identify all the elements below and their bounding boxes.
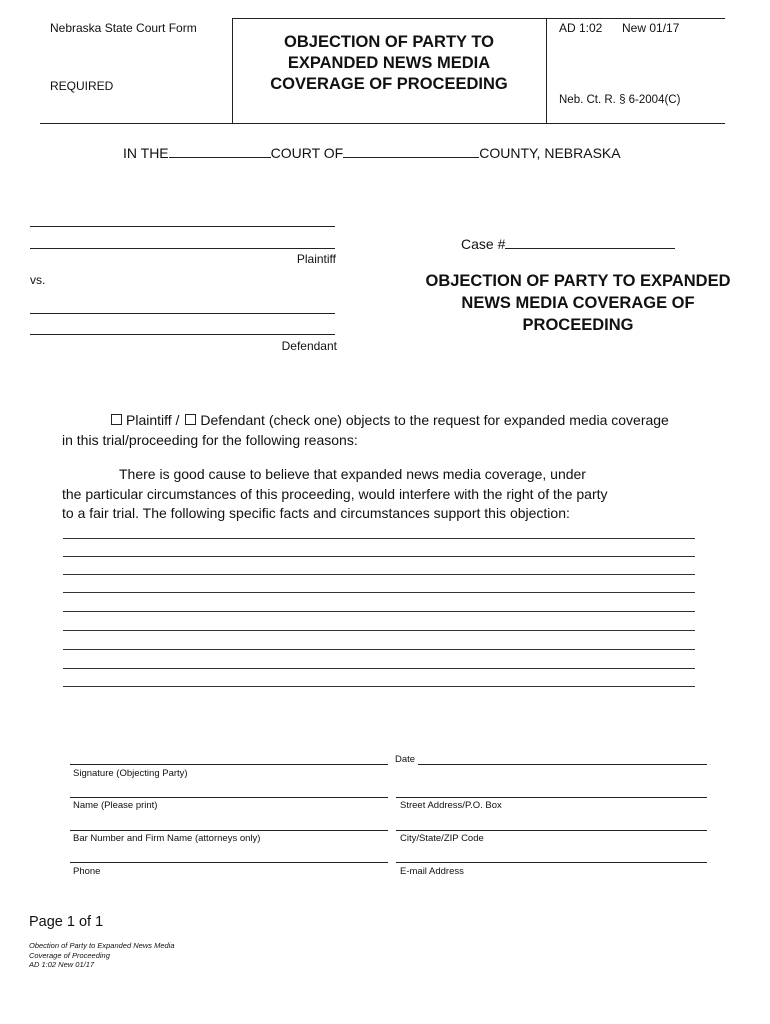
email-label: E-mail Address [400, 866, 464, 877]
reason-line[interactable] [63, 611, 695, 612]
form-number: AD 1:02 [559, 21, 603, 35]
defendant-name-line-1[interactable] [30, 313, 335, 314]
case-number-label: Case # [461, 236, 506, 252]
header-title-line: OBJECTION OF PARTY TO [284, 33, 494, 51]
reason-line[interactable] [63, 556, 695, 557]
plaintiff-name-line-1[interactable] [30, 226, 335, 227]
defendant-checkbox[interactable] [185, 414, 196, 425]
bar-number-label: Bar Number and Firm Name (attorneys only) [73, 833, 261, 844]
case-number-row [461, 234, 675, 252]
phone-line[interactable] [70, 862, 388, 863]
form-label: Nebraska State Court Form [50, 21, 197, 35]
county-field[interactable] [343, 143, 479, 158]
court-type-field[interactable] [169, 143, 271, 158]
phone-label: Phone [73, 866, 101, 877]
reason-line[interactable] [63, 686, 695, 687]
plaintiff-label: Plaintiff [296, 252, 336, 266]
plaintiff-checkbox[interactable] [111, 414, 122, 425]
plaintiff-option-label: Plaintiff / [126, 412, 180, 428]
date-label: Date [395, 754, 416, 765]
party-choice-row [111, 412, 669, 428]
in-the-label: IN THE [123, 145, 169, 161]
reason-line[interactable] [63, 649, 695, 650]
caption-title-line: NEWS MEDIA COVERAGE OF [461, 294, 695, 312]
header-title [236, 32, 542, 95]
good-cause-line-2: the particular circumstances of this proceeding, would interfere with the right of the party [62, 486, 608, 502]
reason-line[interactable] [63, 630, 695, 631]
court-rule: Neb. Ct. R. § 6-2004(C) [559, 94, 681, 106]
caption-title [405, 270, 751, 336]
good-cause-line-3: to a fair trial. The following specific facts and circumstances support this objection: [62, 505, 570, 521]
caption-title-line: PROCEEDING [522, 316, 634, 334]
header-title-line: COVERAGE OF PROCEEDING [270, 75, 508, 93]
name-label: Name (Please print) [73, 800, 158, 811]
defendant-name-line-2[interactable] [30, 334, 335, 335]
page-number: Page 1 of 1 [29, 914, 104, 930]
court-of-label: COURT OF [270, 145, 344, 161]
vs-label: vs. [30, 273, 46, 287]
footer-line: Obection of Party to Expanded News Media [29, 941, 175, 950]
footer-line: AD 1:02 New 01/17 [29, 960, 95, 969]
case-number-field[interactable] [505, 234, 675, 249]
email-line[interactable] [396, 862, 707, 863]
street-label: Street Address/P.O. Box [400, 800, 502, 811]
plaintiff-name-line-2[interactable] [30, 248, 335, 249]
city-label: City/State/ZIP Code [400, 833, 484, 844]
court-line [123, 143, 621, 161]
defendant-label: Defendant [281, 339, 337, 353]
footer-info [29, 941, 175, 970]
county-label: COUNTY, NEBRASKA [479, 145, 621, 161]
city-line[interactable] [396, 830, 707, 831]
form-revision: New 01/17 [622, 21, 680, 35]
signature-label: Signature (Objecting Party) [73, 768, 188, 779]
reason-line[interactable] [63, 574, 695, 575]
header-bottom-rule [40, 123, 725, 124]
bar-number-line[interactable] [70, 830, 388, 831]
reason-line[interactable] [63, 538, 695, 539]
signature-line[interactable] [70, 764, 388, 765]
required-label: REQUIRED [50, 79, 114, 93]
header-left-divider [232, 18, 233, 124]
header-title-line: EXPANDED NEWS MEDIA [287, 54, 491, 72]
name-line[interactable] [70, 797, 388, 798]
header-right-divider [546, 18, 547, 124]
footer-line: Coverage of Proceeding [29, 950, 110, 960]
header-top-rule [232, 18, 725, 19]
street-line[interactable] [396, 797, 707, 798]
reasons-intro: in this trial/proceeding for the following reasons: [62, 432, 358, 448]
date-line[interactable] [418, 764, 707, 765]
defendant-option-label: Defendant (check one) objects to the request for expanded media coverage [200, 412, 669, 428]
good-cause-line-1: There is good cause to believe that expanded news media coverage, under [119, 466, 586, 482]
reason-line[interactable] [63, 668, 695, 669]
reason-line[interactable] [63, 592, 695, 593]
caption-title-line: OBJECTION OF PARTY TO EXPANDED [425, 272, 731, 290]
